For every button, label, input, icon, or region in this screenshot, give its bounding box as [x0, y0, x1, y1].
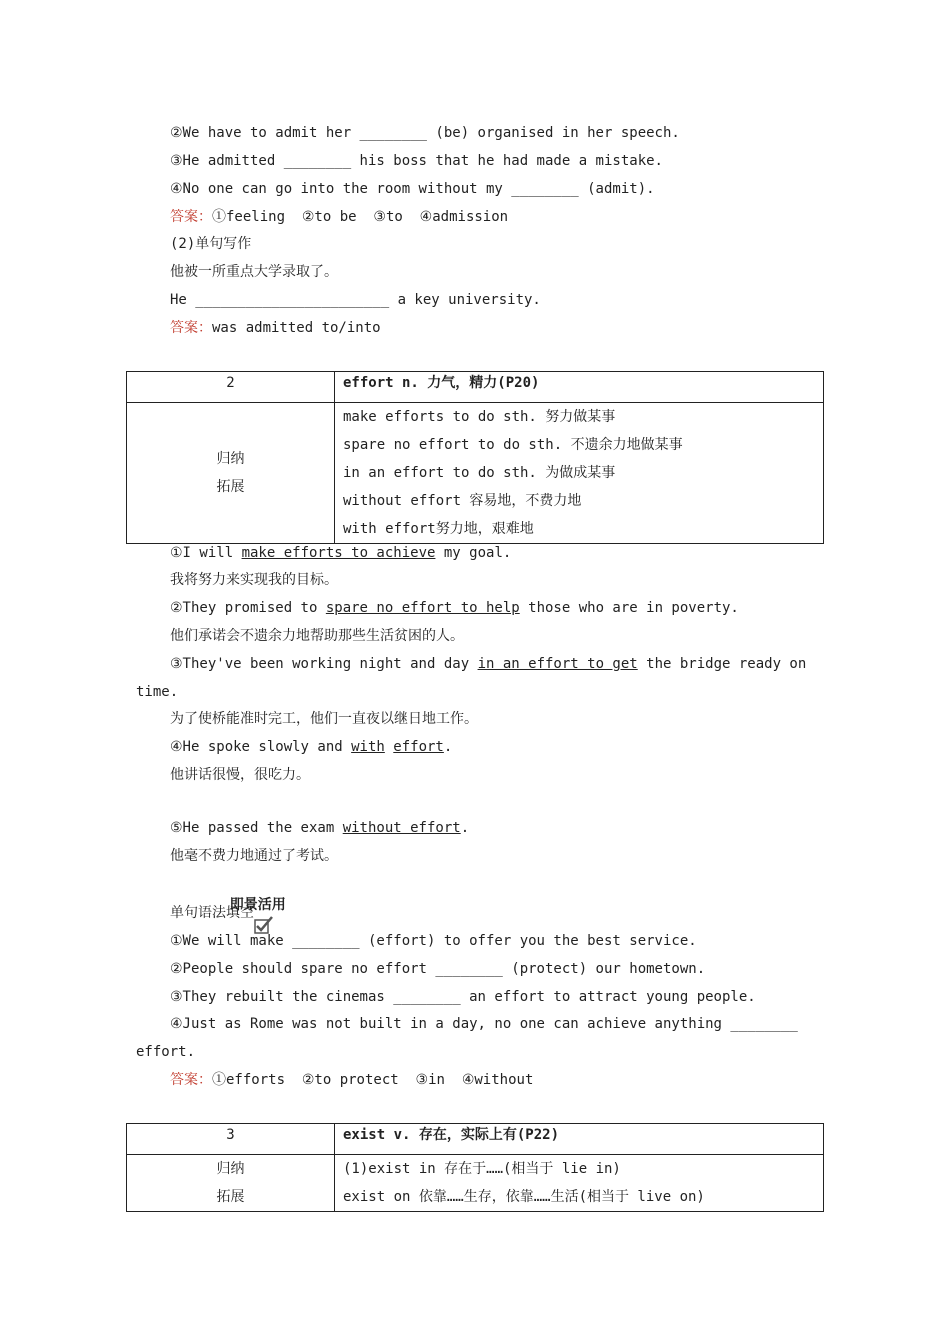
table-content	[335, 403, 824, 544]
exercise-q3: ③He admitted ________ his boss that he had made a mistake.	[170, 153, 663, 169]
practice-q1: ①We will make ________ (effort) to offer you the best service.	[170, 933, 697, 949]
example-1: ①I will make efforts to achieve my goal.	[170, 545, 512, 561]
practice-title: 单句语法填空	[170, 905, 254, 921]
answer-line-3	[170, 1070, 533, 1090]
example-2: ②They promised to spare no effort to help those who are in poverty.	[170, 600, 739, 616]
example-1-cn: 我将努力来实现我的目标。	[170, 572, 338, 588]
answer-text: was admitted to/into	[212, 320, 381, 336]
table-side-label: 归纳 拓展	[127, 1155, 335, 1212]
table-row: with effort努力地，艰难地	[343, 521, 534, 537]
exercise-q4: ④No one can go into the room without my ________ (admit).	[170, 181, 655, 197]
table-row: spare no effort to do sth. 不遗余力地做某事	[343, 437, 683, 453]
writing-chinese: 他被一所重点大学录取了。	[170, 264, 338, 280]
example-3-cn: 为了使桥能准时完工，他们一直夜以继日地工作。	[170, 711, 478, 727]
answer-line-1	[170, 207, 508, 227]
practice-q4: ④Just as Rome was not built in a day, no one can achieve anything ________	[170, 1016, 798, 1032]
table-side-label: 归纳 拓展	[127, 403, 335, 544]
example-2-cn: 他们承诺会不遗余力地帮助那些生活贫困的人。	[170, 628, 464, 644]
practice-q4-cont: effort.	[136, 1044, 196, 1060]
example-5-cn: 他毫不费力地通过了考试。	[170, 848, 338, 864]
vocab-table-effort	[126, 371, 824, 544]
writing-english: He _______________________ a key university.	[170, 292, 541, 308]
practice-heading: 即景活用	[170, 875, 286, 935]
writing-title: (2)单句写作	[170, 236, 252, 252]
example-4: ④He spoke slowly and with effort.	[170, 739, 453, 755]
table-row: in an effort to do sth. 为做成某事	[343, 465, 616, 481]
table-row: exist on 依靠……生存，依靠……生活(相当于 live on)	[343, 1189, 705, 1205]
answer-label: 答案：	[170, 1072, 212, 1088]
example-4-cn: 他讲话很慢，很吃力。	[170, 767, 310, 783]
table-row: without effort 容易地，不费力地	[343, 493, 582, 509]
table-headword: exist v. 存在，实际上有(P22)	[335, 1124, 824, 1155]
answer-label: 答案：	[170, 320, 212, 336]
answer-text: ①efforts ②to protect ③in ④without	[212, 1072, 534, 1088]
answer-line-2	[170, 318, 381, 338]
practice-q2: ②People should spare no effort ________ (protect) our hometown.	[170, 961, 706, 977]
table-headword: effort n. 力气，精力(P20)	[335, 372, 824, 403]
answer-text: ①feeling ②to be ③to ④admission	[212, 209, 509, 225]
answer-label: 答案：	[170, 209, 212, 225]
table-number: 2	[127, 372, 335, 403]
table-row: (1)exist in 存在于……(相当于 lie in)	[343, 1161, 621, 1177]
table-number: 3	[127, 1124, 335, 1155]
table-row: make efforts to do sth. 努力做某事	[343, 409, 616, 425]
exercise-q2: ②We have to admit her ________ (be) organised in her speech.	[170, 125, 680, 141]
example-5: ⑤He passed the exam without effort.	[170, 820, 470, 836]
example-3: ③They've been working night and day in an effort to get the bridge ready on	[170, 656, 807, 672]
practice-q3: ③They rebuilt the cinemas ________ an effort to attract young people.	[170, 989, 756, 1005]
example-3-cont: time.	[136, 684, 179, 700]
vocab-table-exist	[126, 1123, 824, 1212]
table-content	[335, 1155, 824, 1212]
